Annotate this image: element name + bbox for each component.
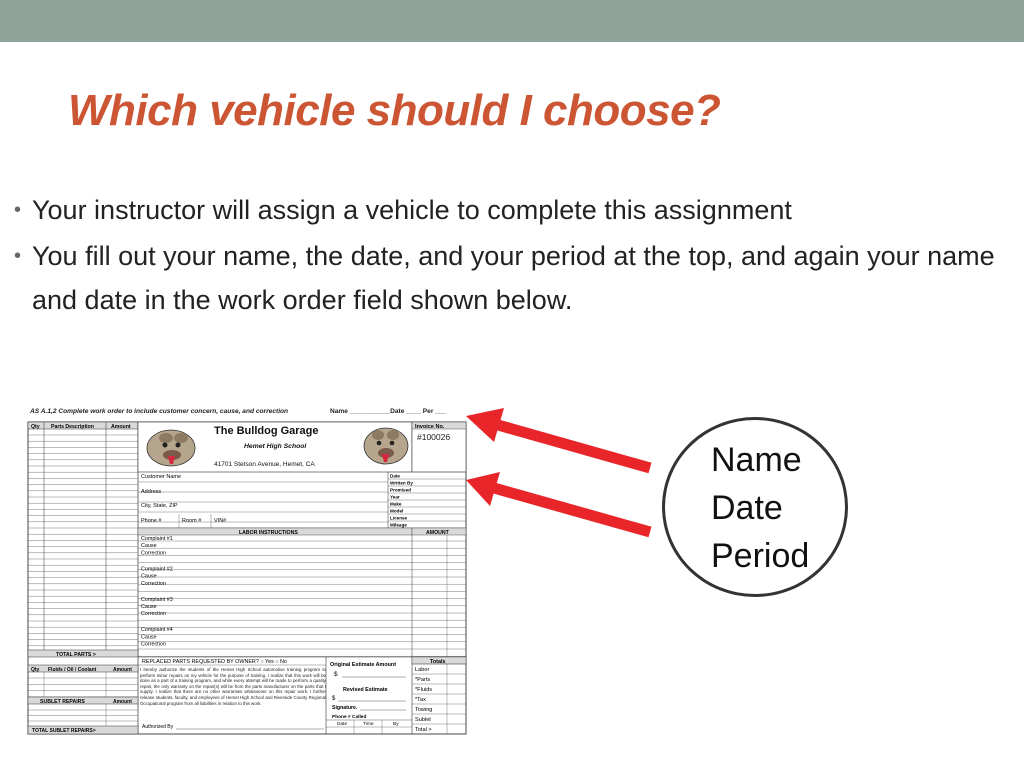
vehicle-field-label: License [390, 515, 408, 521]
complaint-label: Complaint #3 [141, 596, 173, 603]
vehicle-field-label: Model [390, 508, 404, 514]
complaint-label: Correction [141, 641, 166, 648]
arrows-graphic [460, 400, 660, 540]
svg-text:Original Estimate Amount: Original Estimate Amount [330, 662, 396, 668]
svg-text:REPLACED PARTS REQUESTED BY OW: REPLACED PARTS REQUESTED BY OWNER? ○ Yes ○ No [142, 659, 287, 665]
vehicle-field-label: Promised [390, 487, 411, 493]
svg-text:Revised Estimate: Revised Estimate [343, 687, 388, 693]
svg-text:Parts Description: Parts Description [51, 424, 94, 430]
svg-text:Fluids / Oil / Coolant: Fluids / Oil / Coolant [48, 667, 97, 673]
svg-text:AMOUNT: AMOUNT [426, 530, 449, 536]
arrow-bottom-icon [466, 472, 650, 532]
complaint-label: Complaint #1 [141, 536, 173, 542]
svg-text:Address: Address [141, 489, 162, 495]
vehicle-field-label: Make [390, 501, 402, 507]
slide-title: Which vehicle should I choose? [68, 86, 721, 135]
svg-text:Authorized By: Authorized By [142, 724, 174, 730]
svg-text:VIN#: VIN# [214, 518, 227, 524]
svg-text:Invoice No.: Invoice No. [415, 424, 445, 430]
svg-text:$: $ [332, 696, 336, 702]
bulldog-logo-right-icon [364, 428, 408, 464]
callout-period: Period [711, 537, 810, 575]
svg-text:Totals: Totals [430, 659, 446, 665]
form-header: AS A.1,2 Complete work order to include customer concern, cause, and correction [30, 408, 289, 415]
svg-text:TOTAL PARTS >: TOTAL PARTS > [56, 652, 96, 658]
complaint-label: Correction [141, 611, 166, 618]
svg-text:Amount: Amount [113, 667, 132, 673]
totals-label: Towing [415, 707, 433, 713]
complaint-label: Cause [141, 604, 157, 610]
work-order-form [26, 404, 468, 736]
vehicle-field-label: Year [390, 494, 400, 500]
bullet-dot-icon: • [14, 245, 22, 267]
svg-text:Qty: Qty [31, 667, 40, 673]
callout-text [711, 436, 809, 580]
bullet-dot-icon: • [14, 199, 22, 221]
svg-text:Phone # Called: Phone # Called [332, 715, 367, 720]
bullet-item: • You fill out your name, the date, and your period at the top, and again your name and date in the work order field shown below. [14, 234, 1004, 322]
svg-text:TOTAL SUBLET REPAIRS>: TOTAL SUBLET REPAIRS> [32, 728, 96, 734]
svg-text:Signature.: Signature. [332, 705, 358, 711]
complaint-label: Complaint #2 [141, 566, 173, 573]
top-bar [0, 0, 1024, 42]
complaint-label: Complaint #4 [141, 627, 173, 634]
complaint-label: Correction [141, 550, 166, 557]
svg-text:41701 Stetson Avenue, Hemet, C: 41701 Stetson Avenue, Hemet, CA [214, 461, 315, 468]
bulldog-logo-left-icon [147, 430, 195, 466]
svg-text:By: By [393, 722, 399, 727]
totals-label: Labor [415, 667, 430, 673]
work-order-form-image [26, 404, 468, 736]
vehicle-field-label: Mileage [390, 522, 407, 528]
svg-text:SUBLET REPAIRS: SUBLET REPAIRS [40, 699, 85, 705]
svg-text:Time: Time [363, 722, 374, 727]
totals-label: Total > [415, 727, 432, 733]
complaint-label: Cause [141, 573, 157, 580]
vehicle-field-label: Date [390, 473, 400, 479]
arrow-top-icon [466, 408, 650, 468]
complaint-label: Cause [141, 543, 157, 550]
callout-name: Name [711, 441, 802, 479]
shop-header [138, 422, 466, 472]
authorization-text: I hereby authorize the students of the Hemet High School automotive training program to perform minor repairs on my vehicle for the purpose of training. I realize that this work will be done as a part of a training program, and while every attempt will be made to perform a quality repair, the only warranty on the repair(s) will be from the parts manufacturer on the parts that I supply. I realize that there are no other warranties whatsoever on this repair work. I further release students, faculty, and employees of Hemet High School and Riverside County Regional Occupational program from all liabilities in relation to this work. [140, 667, 326, 706]
svg-text:Amount: Amount [111, 424, 131, 430]
vehicle-field-label: Written By [390, 480, 413, 486]
callout-date: Date [711, 489, 783, 527]
totals-label: *Parts [415, 677, 431, 683]
svg-text:Room #: Room # [182, 518, 202, 524]
svg-text:$: $ [334, 671, 338, 678]
totals-label: Sublet [415, 717, 431, 723]
invoice-number: #100026 [417, 432, 451, 442]
svg-text:Date: Date [337, 722, 348, 727]
bullet-item: • Your instructor will assign a vehicle to complete this assignment [14, 188, 1004, 232]
svg-text:The Bulldog Garage: The Bulldog Garage [214, 425, 319, 437]
svg-text:LABOR INSTRUCTIONS: LABOR INSTRUCTIONS [239, 530, 298, 536]
complaint-label: Correction [141, 580, 166, 587]
svg-text:Hemet High School: Hemet High School [244, 443, 307, 450]
svg-text:Qty: Qty [31, 424, 40, 430]
totals-label: *Fluids [415, 687, 433, 693]
form-header-name: Name ___________Date ____ Per ___ [330, 408, 447, 415]
svg-text:City, State, ZIP: City, State, ZIP [141, 503, 178, 509]
svg-text:Customer Name: Customer Name [141, 474, 182, 480]
bullet-list [14, 188, 1004, 324]
totals-label: *Tax [415, 697, 426, 703]
svg-text:Phone #: Phone # [141, 518, 162, 524]
complaint-label: Cause [141, 634, 157, 641]
svg-text:Amount: Amount [113, 699, 132, 705]
